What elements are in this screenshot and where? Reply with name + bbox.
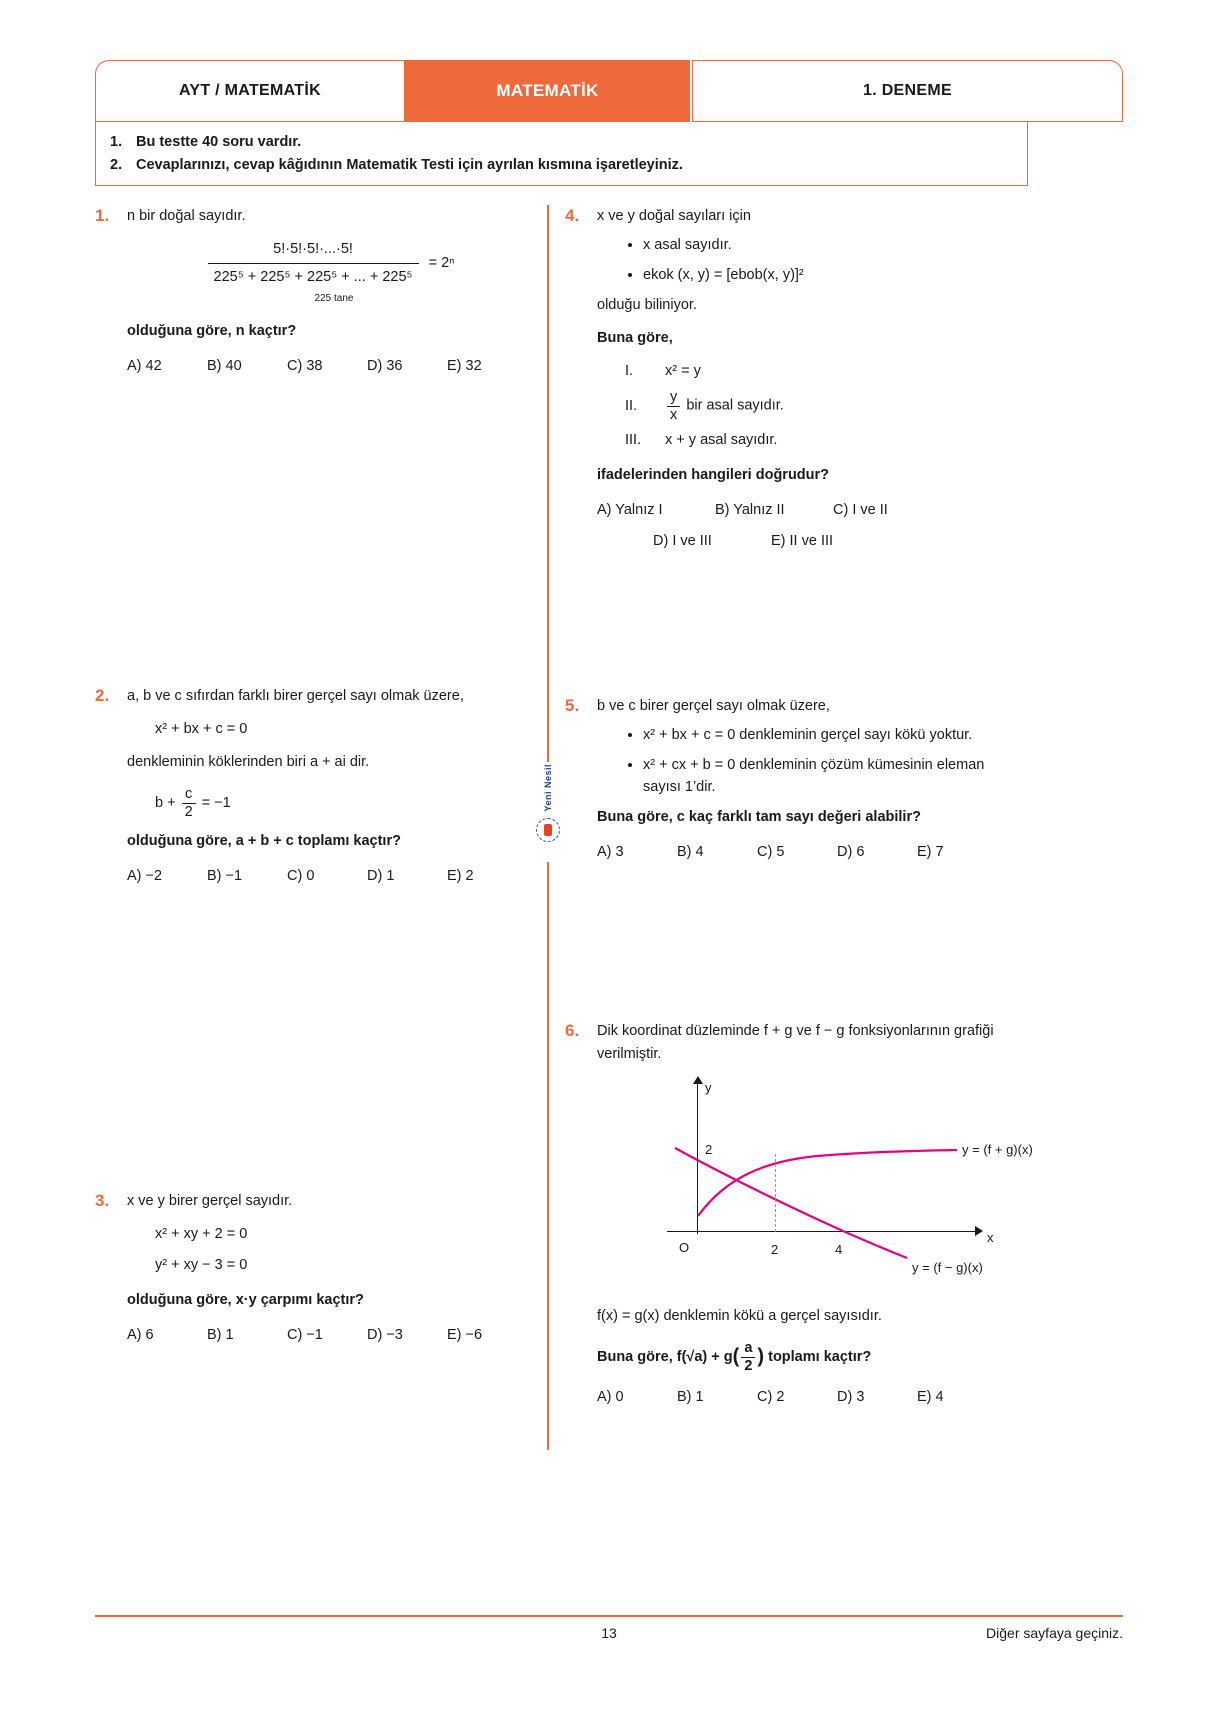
question-6 xyxy=(565,1020,1033,1409)
bullet-item: • x² + cx + b = 0 denkleminin çözüm kümesinin eleman sayısı 1’dir. xyxy=(643,754,1025,798)
option-d[interactable]: D) 6 xyxy=(837,844,865,860)
question-2 xyxy=(95,685,535,888)
instructions-box xyxy=(95,122,1028,186)
condition-lhs: b + xyxy=(155,795,176,811)
option-a[interactable]: A) −2 xyxy=(127,868,163,885)
question-prompt-2: ifadelerinden hangileri doğrudur? xyxy=(597,467,830,484)
logo-label: Yeni Nesil xyxy=(543,764,553,812)
next-page-note: Diğer sayfaya geçiniz. xyxy=(986,1625,1123,1641)
footer-divider xyxy=(95,1615,1123,1617)
question-condition xyxy=(127,786,535,820)
fraction-denominator: x xyxy=(667,406,680,424)
option-e[interactable]: E) 7 xyxy=(917,844,944,860)
option-b[interactable]: B) Yalnız II xyxy=(715,502,785,519)
answer-options xyxy=(127,1324,535,1347)
answer-options xyxy=(597,841,1025,864)
option-e[interactable]: E) −6 xyxy=(447,1327,483,1343)
roman-label: I. xyxy=(625,363,634,379)
condition-fraction xyxy=(182,786,196,820)
answer-options-row-2 xyxy=(597,530,1025,553)
option-c[interactable]: C) I ve II xyxy=(833,502,888,519)
graph-curves xyxy=(657,1076,1057,1291)
fraction-numerator: a xyxy=(744,1340,753,1356)
fraction-numerator: y xyxy=(670,389,678,405)
question-intro: x ve y birer gerçel sayıdır. xyxy=(127,1193,293,1209)
bullet-item: • x² + bx + c = 0 denkleminin gerçel sayı kökü yoktur. xyxy=(643,724,1025,746)
instruction-row xyxy=(110,154,1027,177)
option-b[interactable]: B) 1 xyxy=(677,1389,704,1406)
instruction-text: Bu testte 40 soru vardır. xyxy=(136,134,302,150)
question-3 xyxy=(95,1190,535,1347)
question-bullets xyxy=(597,724,1025,798)
roman-item-1 xyxy=(597,360,1025,383)
option-d[interactable]: D) 36 xyxy=(367,358,403,374)
answer-options xyxy=(127,355,535,378)
question-line-after: olduğu biliniyor. xyxy=(597,297,697,313)
header-center-label: MATEMATİK xyxy=(405,60,690,122)
bullet-item: • ekok (x, y) = [ebob(x, y)]² xyxy=(643,264,1025,286)
option-d[interactable]: D) 3 xyxy=(837,1389,865,1406)
x-axis-label: x xyxy=(987,1230,994,1245)
origin-label: O xyxy=(679,1240,690,1255)
option-a[interactable]: A) 6 xyxy=(127,1327,154,1343)
question-intro: x ve y doğal sayıları için xyxy=(597,208,751,224)
roman-text: x² = y xyxy=(665,363,701,379)
question-1 xyxy=(95,205,535,378)
question-intro: n bir doğal sayıdır. xyxy=(127,208,246,224)
prompt-post: toplamı kaçtır? xyxy=(768,1349,872,1365)
prompt-pre: Buna göre, f(√a) + g xyxy=(597,1349,733,1365)
function-graph xyxy=(657,1076,1057,1291)
option-a[interactable]: A) Yalnız I xyxy=(597,502,663,519)
option-b[interactable]: B) 1 xyxy=(207,1327,234,1343)
option-e[interactable]: E) 32 xyxy=(447,358,482,374)
option-b[interactable]: B) 40 xyxy=(207,358,242,374)
brace-label: 225 tane xyxy=(314,293,354,304)
header-right-label: 1. DENEME xyxy=(692,60,1123,122)
fraction-denominator: 2 xyxy=(182,803,196,821)
question-prompt-1: Buna göre, xyxy=(597,330,673,346)
question-equation-1: x² + xy + 2 = 0 xyxy=(155,1226,248,1242)
page-footer xyxy=(95,1625,1123,1641)
curve-f-plus-g xyxy=(698,1150,957,1216)
roman-fraction xyxy=(667,389,680,423)
page-header xyxy=(95,60,1123,124)
instruction-number: 1. xyxy=(110,134,123,150)
question-number: 4. xyxy=(565,206,580,225)
instruction-number: 2. xyxy=(110,157,123,173)
question-formula xyxy=(127,238,535,310)
roman-item-2 xyxy=(597,389,1025,423)
y-axis-label: y xyxy=(705,1080,712,1095)
roman-text: bir asal sayıdır. xyxy=(686,397,784,414)
question-bullets xyxy=(597,234,1025,286)
option-b[interactable]: B) −1 xyxy=(207,868,243,885)
formula-denominator: 225⁵ + 225⁵ + 225⁵ + ... + 225⁵ xyxy=(208,263,419,289)
bullet-item: • x asal sayıdır. xyxy=(643,234,1025,256)
option-a[interactable]: A) 0 xyxy=(597,1389,624,1406)
instruction-row xyxy=(110,131,1027,154)
option-c[interactable]: C) 2 xyxy=(757,1389,785,1406)
question-intro: a, b ve c sıfırdan farklı birer gerçel sayı olmak üzere, xyxy=(127,688,464,704)
y-tick-label: 2 xyxy=(705,1142,713,1157)
dashed-guide xyxy=(775,1154,777,1232)
option-c[interactable]: C) −1 xyxy=(287,1327,323,1343)
prompt-fraction xyxy=(741,1340,755,1374)
question-prompt: olduğuna göre, a + b + c toplamı kaçtır? xyxy=(127,833,401,850)
roman-text: x + y asal sayıdır. xyxy=(665,432,778,449)
x-tick-label-2: 2 xyxy=(771,1242,779,1257)
question-prompt: Buna göre, f(√a) + g( $\frac{a}{2}$ ) toplamı kaçtır? xyxy=(597,1340,872,1374)
question-5 xyxy=(565,695,1025,864)
question-equation-2: y² + xy − 3 = 0 xyxy=(155,1257,248,1273)
question-prompt: Buna göre, c kaç farklı tam sayı değeri alabilir? xyxy=(597,809,921,825)
x-tick-label-4: 4 xyxy=(835,1242,843,1257)
question-intro: b ve c birer gerçel sayı olmak üzere, xyxy=(597,698,830,714)
option-e[interactable]: E) 4 xyxy=(917,1389,944,1406)
page-number: 13 xyxy=(601,1625,617,1641)
question-number: 6. xyxy=(565,1021,580,1040)
answer-options xyxy=(127,865,535,888)
fraction-numerator: c xyxy=(185,786,193,802)
question-line-after: f(x) = g(x) denklemin kökü a gerçel sayısıdır. xyxy=(597,1308,882,1324)
logo-mark-icon xyxy=(536,818,560,842)
roman-label: III. xyxy=(625,432,642,449)
option-e[interactable]: E) 2 xyxy=(447,868,474,885)
formula-rhs: = 2ⁿ xyxy=(428,255,455,271)
question-number: 5. xyxy=(565,696,580,715)
option-c[interactable]: C) 38 xyxy=(287,358,323,374)
option-a[interactable]: A) 42 xyxy=(127,358,162,374)
instruction-text: Cevaplarınızı, cevap kâğıdının Matematik Testi için ayrılan kısmına işaretleyiniz. xyxy=(136,157,683,173)
condition-rhs: = −1 xyxy=(201,795,231,811)
option-a[interactable]: A) 3 xyxy=(597,844,624,860)
question-line-2: denkleminin köklerinden biri a + ai dir. xyxy=(127,754,370,770)
roman-item-3 xyxy=(597,429,1025,452)
header-left-label: AYT / MATEMATİK xyxy=(95,60,405,122)
answer-options-row-1 xyxy=(597,499,1025,522)
publisher-logo xyxy=(532,762,564,862)
curve-label-f-minus-g: y = (f − g)(x) xyxy=(912,1260,983,1275)
question-number: 1. xyxy=(95,206,110,225)
question-intro: Dik koordinat düzleminde f + g ve f − g fonksiyonlarının grafiği verilmiştir. xyxy=(597,1023,994,1062)
option-d[interactable]: D) 1 xyxy=(367,868,395,885)
option-d[interactable]: D) −3 xyxy=(367,1327,403,1343)
question-number: 3. xyxy=(95,1191,110,1210)
curve-label-f-plus-g: y = (f + g)(x) xyxy=(962,1142,1033,1157)
question-prompt: olduğuna göre, x·y çarpımı kaçtır? xyxy=(127,1292,364,1308)
option-d[interactable]: D) I ve III xyxy=(653,533,712,550)
question-4 xyxy=(565,205,1025,553)
question-number: 2. xyxy=(95,686,110,705)
option-e[interactable]: E) II ve III xyxy=(771,533,834,550)
formula-numerator: 5!·5!·5!·...·5! xyxy=(273,241,353,257)
option-c[interactable]: C) 5 xyxy=(757,844,785,860)
fraction-denominator: 2 xyxy=(741,1357,755,1375)
answer-options xyxy=(597,1386,1057,1409)
option-b[interactable]: B) 4 xyxy=(677,844,704,860)
roman-label: II. xyxy=(625,397,638,414)
question-equation: x² + bx + c = 0 xyxy=(155,721,248,737)
option-c[interactable]: C) 0 xyxy=(287,868,315,885)
question-prompt: olduğuna göre, n kaçtır? xyxy=(127,323,297,339)
